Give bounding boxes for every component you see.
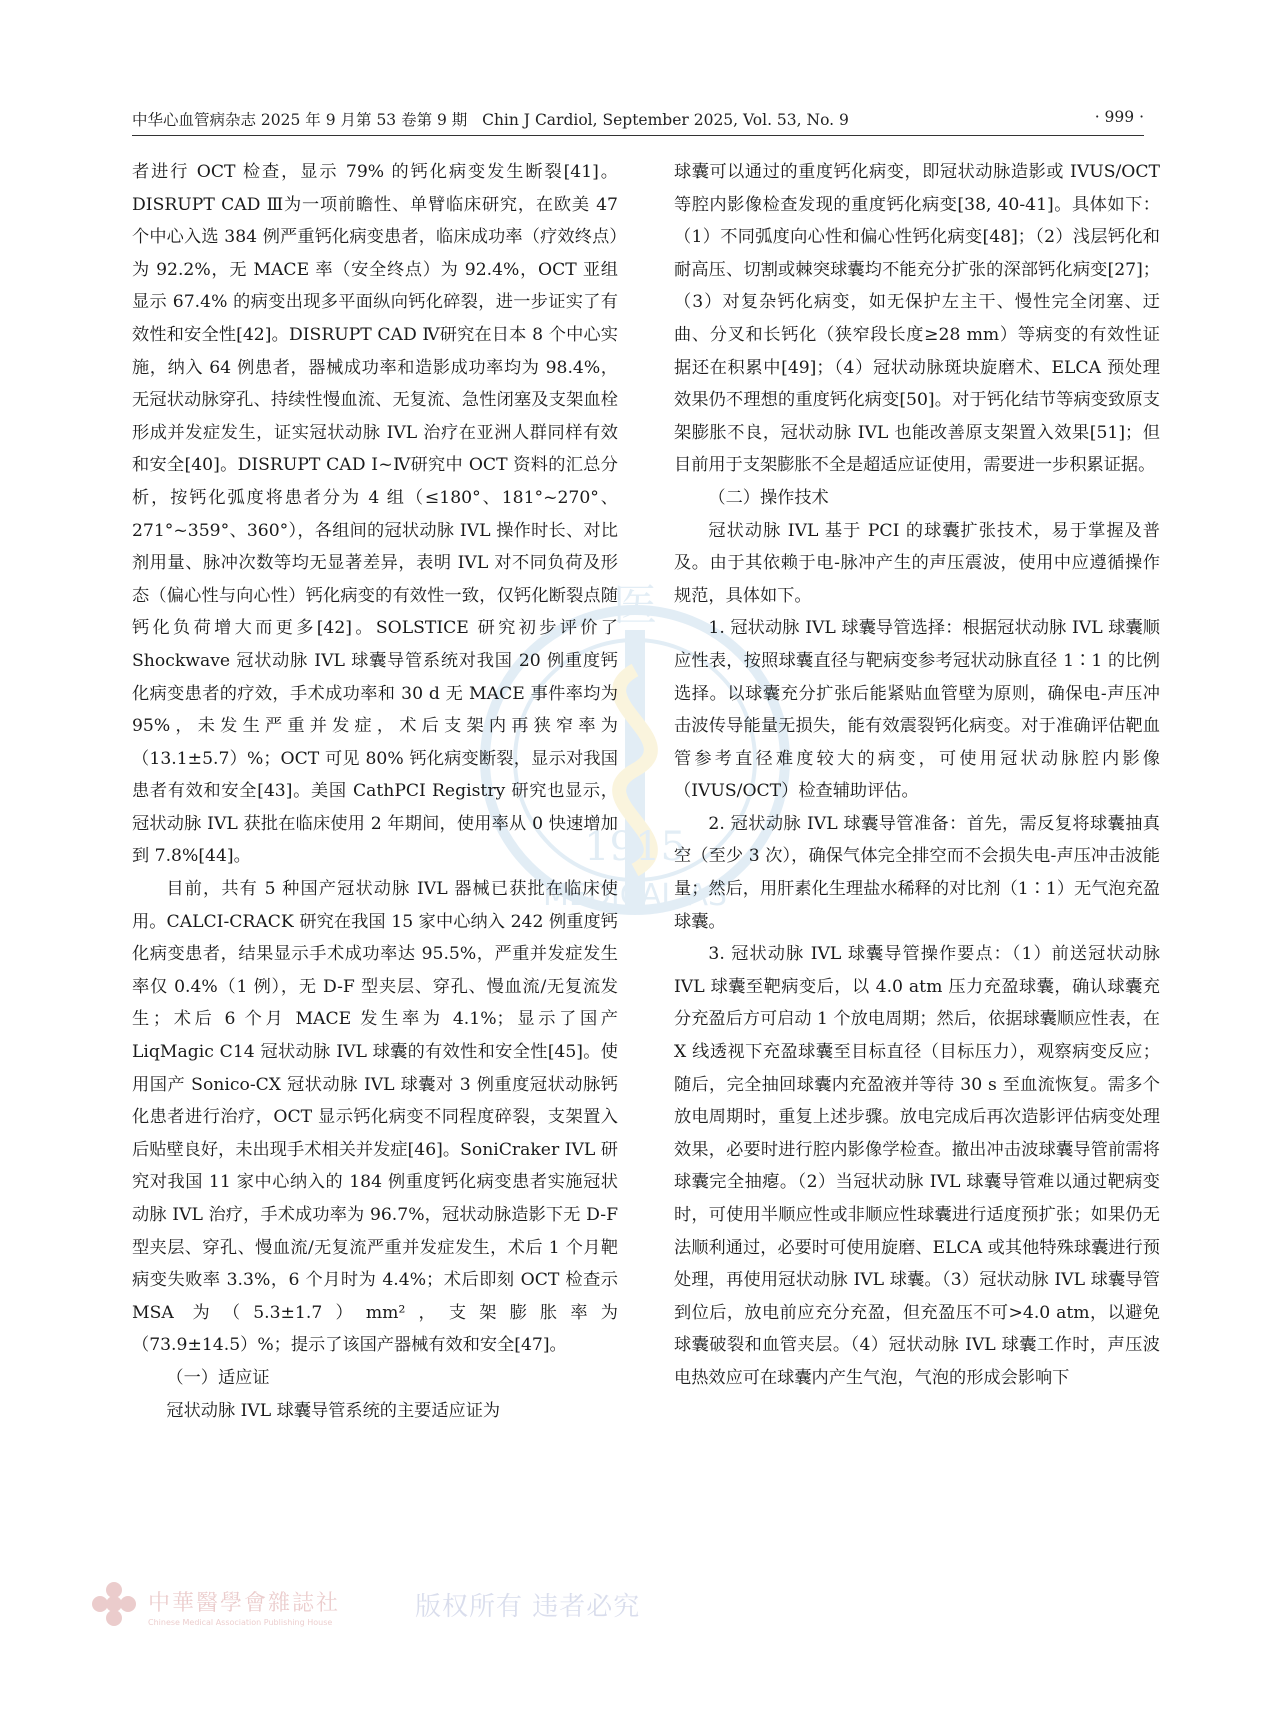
left-column [132,156,618,1427]
journal-name-cn: 中华心血管病杂志 2025 年 9 月第 53 卷第 9 期 [132,111,468,129]
section-heading-technique: （二）操作技术 [708,487,829,508]
paragraph-left-2: 目前，共有 5 种国产冠状动脉 IVL 器械已获批在临床使用。CALCI-CRACK 研究在我国 15 家中心纳入 242 例重度钙化病变患者，结果显示手术成功率达 95.5%，严重并发症发生率仅 0.4%（1 例），无 D-F 型夹层、穿孔、慢血流/无复流发生；术后 6 个月 MACE 发生率为 4.1%；显示了国产 LiqMagic C14 冠状动脉 IVL 球囊的有效性和安全性[45]。使用国产 Sonico-CX 冠状动脉 IVL 球囊对 3 例重度冠状动脉钙化患者进行治疗，OCT 显示钙化病变不同程度碎裂，支架置入后贴壁良好，未出现手术相关并发症[46]。SoniCraker IVL 研究对我国 11 家中心纳入的 184 例重度钙化病变患者实施冠状动脉 IVL 治疗，手术成功率为 96.7%，冠状动脉造影下无 D-F 型夹层、穿孔、慢血流/无复流严重并发症发生，术后 1 个月靶病变失败率 3.3%，6 个月时为 4.4%；术后即刻 OCT 检查示 MSA 为（5.3±1.7）mm²，支架膨胀率为（73.9±14.5）%；提示了该国产器械有效和安全[47]。 [132,879,618,1356]
paragraph-left-1: 者进行 OCT 检查，显示 79% 的钙化病变发生断裂[41]。DISRUPT CAD Ⅲ为一项前瞻性、单臂临床研究，在欧美 47 个中心入选 384 例严重钙化病变患者，临床成功率（疗效终点）为 92.2%，无 MACE 率（安全终点）为 92.4%，OCT 亚组显示 67.4% 的病变出现多平面纵向钙化碎裂，进一步证实了有效性和安全性[42]。DISRUPT CAD Ⅳ研究在日本 8 个中心实施，纳入 64 例患者，器械成功率和造影成功率均为 98.4%，无冠状动脉穿孔、持续性慢血流、无复流、急性闭塞及支架血栓形成并发症发生，证实冠状动脉 IVL 治疗在亚洲人群同样有效和安全[40]。DISRUPT CAD Ⅰ~Ⅳ研究中 OCT 资料的汇总分析，按钙化弧度将患者分为 4 组（≤180°、181°~270°、271°~359°、360°），各组间的冠状动脉 IVL 操作时长、对比剂用量、脉冲次数等均无显著差异，表明 IVL 对不同负荷及形态（偏心性与向心性）钙化病变的有效性一致，仅钙化断裂点随钙化负荷增大而更多[42]。SOLSTICE 研究初步评价了 Shockwave 冠状动脉 IVL 球囊导管系统对我国 20 例重度钙化病变患者的疗效，手术成功率和 30 d 无 MACE 事件率均为 95%，未发生严重并发症，术后支架内再狭窄率为（13.1±5.7）%；OCT 可见 80% 钙化病变断裂，显示对我国患者有效和安全[43]。美国 CathPCI Registry 研究也显示，冠状动脉 IVL 获批在临床使用 2 年期间，使用率从 0 快速增加到 7.8%[44]。 [132,162,618,867]
flower-logo-icon [90,1580,138,1628]
watermark-year: 1915 [584,824,686,870]
running-header [132,108,1144,136]
publisher-name-en: Chinese Medical Association Publishing House [148,1618,333,1627]
publisher-watermark [90,1580,650,1640]
header-divider [132,135,1144,136]
paragraph-right-3: 1. 冠状动脉 IVL 球囊导管选择：根据冠状动脉 IVL 球囊顺应性表，按照球囊直径与靶病变参考冠状动脉直径 1∶1 的比例选择。以球囊充分扩张后能紧贴血管壁为原则，确保电-声压冲击波传导能量无损失，能有效震裂钙化病变。对于准确评估靶血管参考直径难度较大的病变，可使用冠状动脉腔内影像（IVUS/OCT）检查辅助评估。 [674,618,1160,802]
watermark-text: MEDICAL AS [542,878,728,913]
watermark-char: 医 [613,580,657,631]
paragraph-right-2: 冠状动脉 IVL 基于 PCI 的球囊扩张技术，易于掌握及普及。由于其依赖于电-脉冲产生的声压震波，使用中应遵循操作规范，具体如下。 [674,520,1160,606]
publisher-name-cn: 中華醫學會雜誌社 [148,1591,341,1616]
copyright-slogan: 版权所有 违者必究 [415,1592,641,1622]
section-heading-indications: （一）适应证 [166,1367,270,1388]
paragraph-left-3: 冠状动脉 IVL 球囊导管系统的主要适应证为 [166,1400,501,1421]
page-number: · 999 · [1094,108,1144,126]
journal-citation [132,108,849,130]
paragraph-right-5: 3. 冠状动脉 IVL 球囊导管操作要点：（1）前送冠状动脉 IVL 球囊至靶病变后，以 4.0 atm 压力充盈球囊，确认球囊充分充盈后方可启动 1 个放电周期；然后，依据球囊顺应性表，在 X 线透视下充盈球囊至目标直径（目标压力），观察病变反应；随后，完全抽回球囊内充盈液并等待 30 s 至血流恢复。需多个放电周期时，重复上述步骤。放电完成后再次造影评估病变处理效果，必要时进行腔内影像学检查。撤出冲击波球囊导管前需将球囊完全抽瘪。（2）当冠状动脉 IVL 球囊导管难以通过靶病变时，可使用半顺应性或非顺应性球囊进行适度预扩张；如果仍无法顺利通过，必要时可使用旋磨、ELCA 或其他特殊球囊进行预处理，再使用冠状动脉 IVL 球囊。（3）冠状动脉 IVL 球囊导管到位后，放电前应充分充盈，但充盈压不可>4.0 atm，以避免球囊破裂和血管夹层。（4）冠状动脉 IVL 球囊工作时，声压波电热效应可在球囊内产生气泡，气泡的形成会影响下 [674,944,1160,1388]
paragraph-right-4: 2. 冠状动脉 IVL 球囊导管准备：首先，需反复将球囊抽真空（至少 3 次），确保气体完全排空而不会损失电-声压冲击波能量；然后，用肝素化生理盐水稀释的对比剂（1∶1）无气泡充盈球囊。 [674,813,1160,932]
paragraph-right-1: 球囊可以通过的重度钙化病变，即冠状动脉造影或 IVUS/OCT 等腔内影像检查发现的重度钙化病变[38, 40-41]。具体如下：（1）不同弧度向心性和偏心性钙化病变[48]；（2）浅层钙化和耐高压、切割或棘突球囊均不能充分扩张的深部钙化病变[27]；（3）对复杂钙化病变，如无保护左主干、慢性完全闭塞、迂曲、分叉和长钙化（狭窄段长度≥28 mm）等病变的有效性证据还在积累中[49]；（4）冠状动脉斑块旋磨术、ELCA 预处理效果仍不理想的重度钙化病变[50]。对于钙化结节等病变致原支架膨胀不良，冠状动脉 IVL 也能改善原支架置入效果[51]；但目前用于支架膨胀不全是超适应证使用，需要进一步积累证据。 [674,162,1160,476]
right-column [674,156,1160,1395]
journal-name-en: Chin J Cardiol, September 2025, Vol. 53, No. 9 [482,111,849,129]
